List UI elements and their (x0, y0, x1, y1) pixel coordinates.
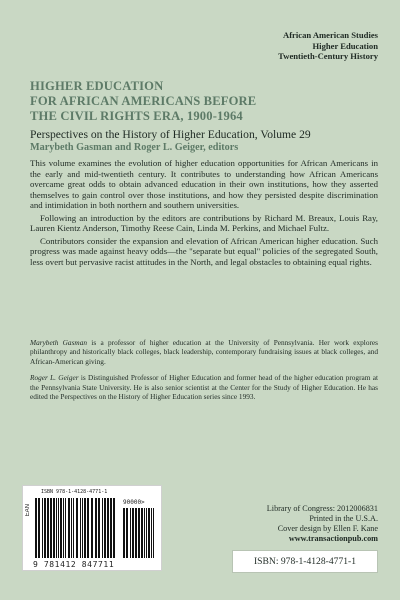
barcode-bar (68, 498, 70, 558)
barcode-bar (151, 508, 152, 558)
barcode-bar (144, 508, 145, 558)
editor-bio (30, 338, 378, 366)
bio-text: is Distinguished Professor of Higher Education and former head of the higher education program at the Pennsylvania State University. He is also senior scientist at the Center for the Study of Higher Education. He has edited the Perspectives on the History of Higher Education series since 1993. (30, 373, 378, 402)
barcode-bar (76, 498, 78, 558)
barcode-bar (82, 498, 83, 558)
barcode-bar (65, 498, 66, 558)
barcode-bar (135, 508, 137, 558)
barcode-bar (38, 498, 40, 558)
barcode-digits: 9 781412 847711 (33, 560, 115, 569)
cover-design-credit: Cover design by Ellen F. Kane (277, 524, 378, 533)
category-label: Higher Education (312, 40, 378, 51)
barcode-bar (102, 498, 103, 558)
barcode-bar (113, 498, 115, 558)
barcode-addon-bars (123, 508, 157, 558)
barcode-bar (63, 498, 64, 558)
barcode-bar (42, 498, 43, 558)
isbn-box: ISBN: 978-1-4128-4771-1 (232, 550, 378, 573)
barcode-bar (53, 498, 55, 558)
description-paragraph: Following an introduction by the editors are contributions by Richard M. Breaux, Louis Ray, Lauren Kientz Anderson, Timothy Reese Cain, Linda M. Perkins, and Michael Fultz. (30, 212, 378, 233)
barcode-bar (141, 508, 143, 558)
barcode-bar (107, 498, 109, 558)
barcode-bar (126, 508, 128, 558)
barcode-bar (132, 508, 133, 558)
subject-categories (278, 30, 378, 62)
title-line: THE CIVIL RIGHTS ERA, 1900-1964 (30, 109, 243, 123)
barcode-bar (56, 498, 57, 558)
barcode-bar (44, 498, 45, 558)
title-line: HIGHER EDUCATION (30, 79, 164, 93)
barcode (22, 485, 162, 571)
bio-name: Marybeth Gasman (30, 338, 87, 347)
barcode-bar (104, 498, 105, 558)
barcode-bar (73, 498, 74, 558)
category-label: African American Studies (282, 30, 378, 40)
category-label: Twentieth-Century History (278, 51, 378, 61)
barcode-bar (47, 498, 49, 558)
library-of-congress: Library of Congress: 2012006831 (266, 504, 378, 513)
book-title (30, 79, 380, 124)
publisher-info (267, 504, 378, 544)
editors-line: Marybeth Gasman and Roger L. Geiger, editors (30, 142, 239, 153)
series-subtitle: Perspectives on the History of Higher Education, Volume 29 (30, 128, 311, 141)
barcode-bar (91, 498, 93, 558)
description-paragraph: This volume examines the evolution of higher education opportunities for African Americans in the early and mid-twentieth century. It contributes to understanding how African Americans overcame great odds to obtain advanced education in their own institutions, how they asserted themselves to gain control over those institutions, and how they persisted despite discrimination and intimidation in both northern and southern universities. (30, 158, 378, 210)
printed-in: Printed in the U.S.A. (309, 514, 378, 523)
barcode-bar (130, 508, 131, 558)
barcode-addon-text: 90000> (123, 499, 145, 506)
barcode-bar (80, 498, 81, 558)
barcode-bar (71, 498, 72, 558)
description-paragraph: Contributors consider the expansion and elevation of African American higher education. Such progress was made against heavy odds—the "separate but equal" policies of the segregated South, less overt but pervasive racist attitudes in the North, and legal obstacles to obtaining equal rights. (30, 235, 378, 267)
barcode-bar (98, 498, 100, 558)
editor-bio (30, 373, 378, 401)
title-line: FOR AFRICAN AMERICANS BEFORE (30, 94, 257, 108)
ean-label: EAN (25, 504, 31, 517)
publisher-website: www.transactionpub.com (288, 534, 378, 543)
bio-text: is a professor of higher education at the University of Pennsylvania. Her work explores philanthropy and historically black colleges, black leadership, contemporary fundraising issues at black colleges, and African-American giving. (30, 338, 378, 366)
barcode-isbn-text: ISBN 978-1-4128-4771-1 (41, 489, 108, 495)
barcode-bar (153, 508, 154, 558)
bio-name: Roger L. Geiger (30, 373, 79, 383)
barcode-bar (88, 498, 89, 558)
description (30, 158, 378, 269)
barcode-bars (35, 498, 117, 558)
editor-bios (30, 338, 378, 408)
